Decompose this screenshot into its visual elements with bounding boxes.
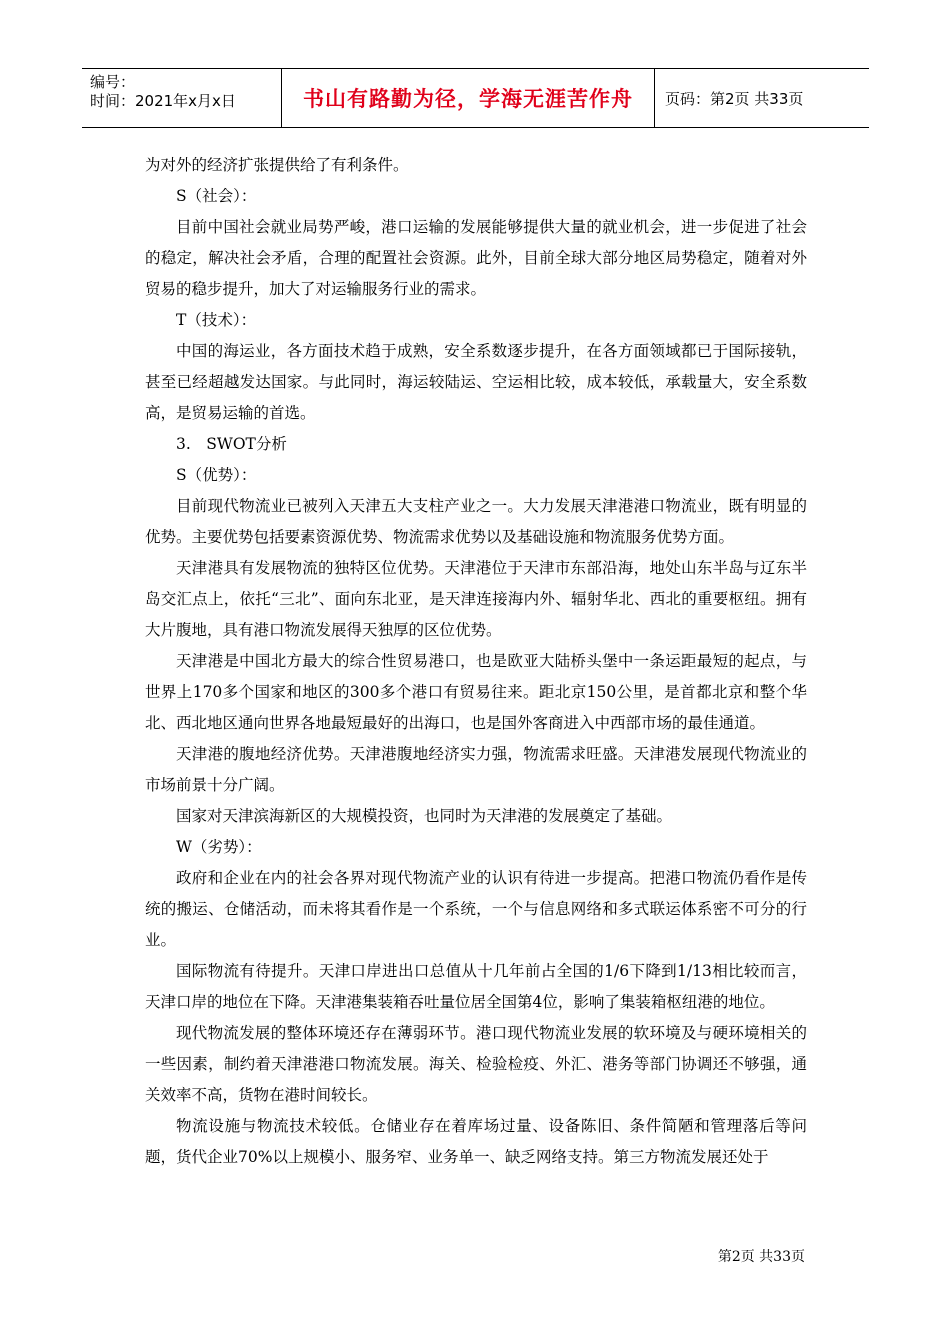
header-motto: 书山有路勤为径，学海无涯苦作舟: [282, 69, 655, 127]
paragraph: 政府和企业在内的社会各界对现代物流产业的认识有待进一步提高。把港口物流仍看作是传统的搬运、仓储活动，而未将其看作是一个系统，一个与信息网络和多式联运体系密不可分的行业。: [145, 869, 807, 949]
paragraph: 中国的海运业，各方面技术趋于成熟，安全系数逐步提升，在各方面领域都已于国际接轨，甚至已经超越发达国家。与此同时，海运较陆运、空运相比较，成本较低，承载量大，安全系数高，是贸易运输的首选。: [145, 342, 807, 422]
paragraph: 天津港具有发展物流的独特区位优势。天津港位于天津市东部沿海，地处山东半岛与辽东半岛交汇点上，依托“三北”、面向东北亚，是天津连接海内外、辐射华北、西北的重要枢纽。拥有大片腹地，具有港口物流发展得天独厚的区位优势。: [145, 559, 807, 639]
paragraph: 天津港的腹地经济优势。天津港腹地经济实力强，物流需求旺盛。天津港发展现代物流业的市场前景十分广阔。: [145, 745, 807, 794]
paragraph: 国家对天津滨海新区的大规模投资，也同时为天津港的发展奠定了基础。: [176, 807, 673, 825]
paragraph: 目前现代物流业已被列入天津五大支柱产业之一。大力发展天津港港口物流业，既有明显的优势。主要优势包括要素资源优势、物流需求优势以及基础设施和物流服务优势方面。: [145, 497, 807, 546]
section-heading-swot: 3. SWOT分析: [176, 435, 287, 453]
header-page-number: 页码：第2页 共33页: [665, 89, 804, 108]
footer-page-number: 第2页 共33页: [717, 1249, 805, 1265]
section-heading-technology: T（技术）：: [176, 311, 257, 329]
header-meta: [82, 69, 282, 127]
page-header: [82, 68, 869, 128]
paragraph: 现代物流发展的整体环境还存在薄弱环节。港口现代物流业发展的软环境及与硬环境相关的一些因素，制约着天津港港口物流发展。海关、检验检疫、外汇、港务等部门协调还不够强，通关效率不高，货物在港时间较长。: [145, 1024, 807, 1104]
section-heading-weaknesses: W（劣势）：: [176, 838, 262, 856]
section-heading-social: S（社会）：: [176, 187, 257, 205]
paragraph: 为对外的经济扩张提供给了有利条件。: [145, 156, 409, 174]
document-date: 时间：2021年x月x日: [90, 92, 236, 110]
paragraph: 天津港是中国北方最大的综合性贸易港口，也是欧亚大陆桥头堡中一条运距最短的起点，与世界上170多个国家和地区的300多个港口有贸易往来。距北京150公里，是首都北京和整个华北、西北地区通向世界各地最短最好的出海口，也是国外客商进入中西部市场的最佳通道。: [145, 652, 807, 732]
paragraph: 国际物流有待提升。天津口岸进出口总值从十几年前占全国的1/6下降到1/13相比较而言，天津口岸的地位在下降。天津港集装箱吞吐量位居全国第4位，影响了集装箱枢纽港的地位。: [145, 962, 807, 1011]
section-heading-strengths: S（优势）：: [176, 466, 257, 484]
paragraph: 目前中国社会就业局势严峻，港口运输的发展能够提供大量的就业机会，进一步促进了社会的稳定，解决社会矛盾，合理的配置社会资源。此外，目前全球大部分地区局势稳定，随着对外贸易的稳步提升，加大了对运输服务行业的需求。: [145, 218, 807, 298]
document-number-label: 编号：: [90, 73, 136, 91]
document-body: [145, 150, 807, 1173]
paragraph: 物流设施与物流技术较低。仓储业存在着库场过量、设备陈旧、条件简陋和管理落后等问题，货代企业70%以上规模小、服务窄、业务单一、缺乏网络支持。第三方物流发展还处于: [145, 1117, 807, 1166]
